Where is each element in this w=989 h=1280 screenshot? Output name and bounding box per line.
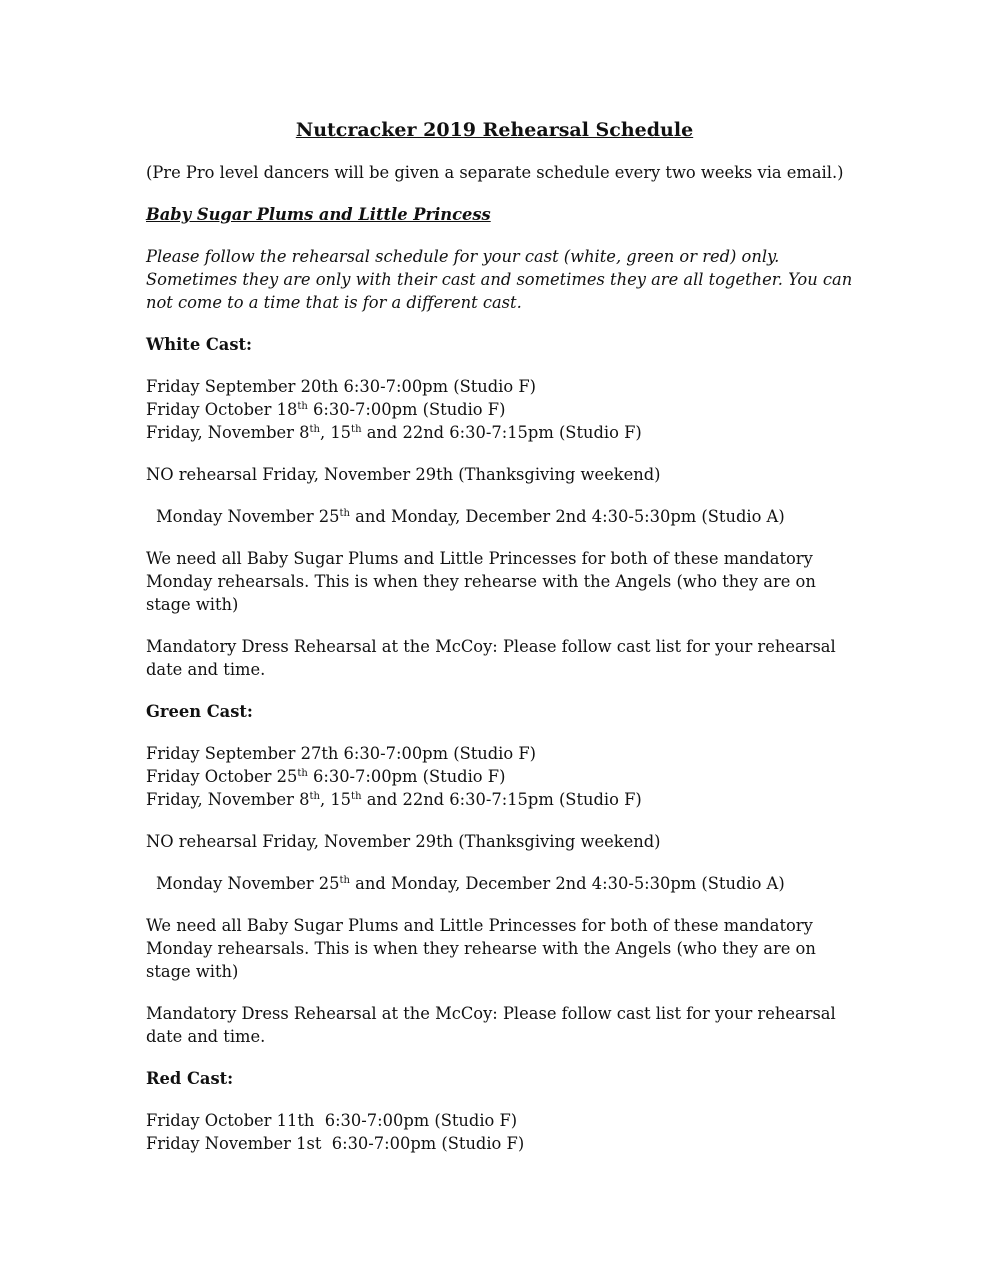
dress-rehearsal-paragraph: Mandatory Dress Rehearsal at the McCoy: Please follow cast list for your rehearsal date and time.: [146, 1004, 836, 1046]
schedule-line: Friday October 25th 6:30-7:00pm (Studio F): [146, 767, 506, 786]
white-cast-schedule: [146, 375, 866, 444]
section-title: Baby Sugar Plums and Little Princess: [146, 205, 491, 224]
schedule-line: Friday September 27th 6:30-7:00pm (Studio F): [146, 744, 537, 763]
white-cast-heading: White Cast:: [146, 335, 253, 354]
instructions-line: not come to a time that is for a different cast.: [146, 293, 522, 312]
schedule-line: Friday November 1st 6:30-7:00pm (Studio F): [146, 1134, 525, 1153]
monday-rehearsal-line: Monday November 25th and Monday, December 2nd 4:30-5:30pm (Studio A): [156, 507, 785, 526]
no-rehearsal-note: NO rehearsal Friday, November 29th (Thanksgiving weekend): [146, 465, 661, 484]
mandatory-monday-paragraph: We need all Baby Sugar Plums and Little Princesses for both of these mandatory Monday rehearsals. This is when they rehearse with the Angels (who they are on stage with): [146, 916, 816, 981]
instructions-paragraph: [146, 245, 866, 314]
no-rehearsal-note: NO rehearsal Friday, November 29th (Thanksgiving weekend): [146, 832, 661, 851]
green-cast-heading: Green Cast:: [146, 702, 253, 721]
instructions-line: Please follow the rehearsal schedule for your cast (white, green or red) only.: [146, 247, 780, 266]
green-cast-schedule: [146, 742, 866, 811]
red-cast-heading: Red Cast:: [146, 1069, 234, 1088]
schedule-line: Friday October 18th 6:30-7:00pm (Studio F): [146, 400, 506, 419]
pre-pro-note: (Pre Pro level dancers will be given a separate schedule every two weeks via email.): [146, 163, 844, 182]
schedule-line: Friday, November 8th, 15th and 22nd 6:30-7:15pm (Studio F): [146, 790, 642, 809]
document-body: [146, 116, 866, 1155]
monday-rehearsal-line: Monday November 25th and Monday, December 2nd 4:30-5:30pm (Studio A): [156, 874, 785, 893]
dress-rehearsal-paragraph: Mandatory Dress Rehearsal at the McCoy: Please follow cast list for your rehearsal date and time.: [146, 637, 836, 679]
mandatory-monday-paragraph: We need all Baby Sugar Plums and Little Princesses for both of these mandatory Monday rehearsals. This is when they rehearse with the Angels (who they are on stage with): [146, 549, 816, 614]
red-cast-schedule: [146, 1109, 866, 1155]
instructions-line: Sometimes they are only with their cast and sometimes they are all together. You can: [146, 270, 853, 289]
page-title: Nutcracker 2019 Rehearsal Schedule: [295, 119, 694, 141]
schedule-line: Friday, November 8th, 15th and 22nd 6:30-7:15pm (Studio F): [146, 423, 642, 442]
schedule-line: Friday September 20th 6:30-7:00pm (Studio F): [146, 377, 537, 396]
schedule-line: Friday October 11th 6:30-7:00pm (Studio F): [146, 1111, 518, 1130]
